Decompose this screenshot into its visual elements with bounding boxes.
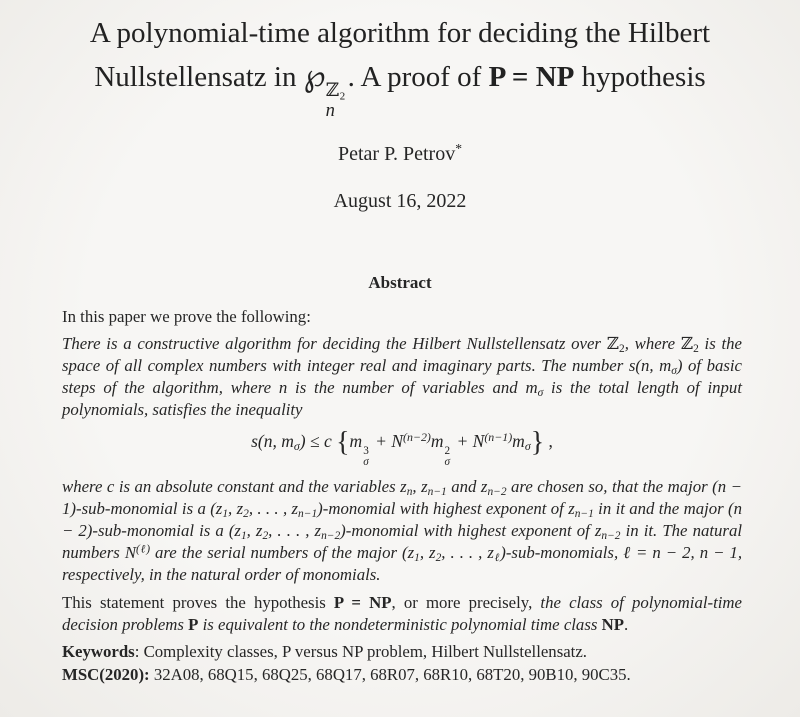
text-run: P [188, 615, 199, 634]
text-run: ) ≤ c [299, 431, 337, 452]
text-run: − 2, [660, 543, 700, 562]
text-run: 2 [693, 343, 699, 356]
text-run: σ [293, 439, 300, 454]
text-run: n−1 [574, 507, 594, 520]
text-run: z [407, 543, 415, 562]
text-run: m [430, 431, 444, 452]
text-run: where [62, 477, 107, 496]
paper-title [38, 13, 762, 120]
text-run: n [699, 543, 709, 562]
text-run: , . . . , [268, 521, 315, 540]
text-run: is the total length of input polynomials, satisfies the inequality [62, 378, 742, 420]
text-run: n−1 [427, 485, 447, 498]
text-run: )-sub-monomials, [500, 543, 624, 562]
text-run: − 1, respectively, in the natural order of monomials. [62, 543, 743, 584]
supsub-stack: 2 σ [444, 444, 451, 469]
text-run: and [446, 477, 481, 496]
text-run: , or more precisely, [391, 593, 541, 612]
text-run: , [228, 499, 237, 518]
text-run: the class of polynomial-time decision problems [62, 593, 742, 634]
text-run: N [124, 543, 137, 562]
text-run: Nullstellensatz in [94, 61, 304, 94]
text-run: ℤ [606, 334, 619, 354]
text-run: ℓ [623, 543, 631, 562]
text-run: ℓ [493, 551, 501, 564]
text-run: s(n, m [251, 431, 294, 452]
text-run: z [314, 521, 322, 540]
text-run: is equivalent to the nondeterministic polynomial time class [198, 615, 602, 634]
abstract-intro: In this paper we prove the following: [62, 307, 311, 327]
author-name [0, 143, 800, 166]
text-run: , [544, 431, 553, 452]
text-run: z [594, 521, 602, 540]
text-run: z [400, 477, 407, 496]
text-run: (n−1) [484, 430, 513, 445]
text-run: , [246, 521, 256, 540]
text-run: z [215, 499, 223, 518]
text-run: 2 [435, 551, 442, 564]
text-run: 1 [222, 507, 229, 520]
text-run: , [412, 477, 422, 496]
text-run: Petar P. Petrov [337, 143, 456, 166]
text-run: This statement proves the hypothesis [62, 593, 334, 612]
text-run: z [255, 521, 263, 540]
abstract-claim-continued [62, 476, 742, 586]
text-run: − 2)-sub-monomial is a ( [62, 521, 235, 540]
text-run: z [487, 543, 494, 562]
text-run: σ [537, 387, 544, 400]
text-run: n [278, 378, 288, 398]
text-run: * [455, 141, 462, 157]
text-run: + N [370, 431, 404, 452]
abstract-body [62, 306, 742, 686]
text-run: 1 [240, 529, 247, 542]
text-run: ℘ [303, 58, 325, 94]
text-run: = [631, 543, 653, 562]
text-run: c [106, 477, 115, 496]
text-run: , . . . , [248, 499, 292, 518]
text-run: are the serial numbers of the major ( [150, 543, 408, 562]
text-run: + N [452, 431, 485, 452]
text-run: is the space of all complex numbers with integer real and imaginary parts. The number [62, 334, 742, 376]
text-run: are chosen so, that the major ( [506, 477, 718, 496]
text-run: n [717, 477, 727, 496]
text-run: )-monomial with highest exponent of [317, 499, 569, 518]
text-run: n−1 [298, 507, 318, 520]
inequality-equation [62, 427, 742, 469]
text-run: Keywords [62, 642, 135, 661]
text-run: ℤ [680, 334, 694, 354]
text-run: s(n, m [628, 356, 672, 376]
text-run: in it and the major ( [593, 499, 734, 518]
text-run: n [733, 499, 743, 518]
text-run: 2 [262, 529, 269, 542]
text-run: z [480, 477, 488, 496]
text-run: − 1)-sub-monomial is a ( [62, 477, 742, 518]
text-run: A polynomial-time algorithm for deciding the Hilbert [89, 17, 711, 49]
text-run: 2 [618, 343, 625, 356]
text-run: P = NP [333, 593, 392, 612]
text-run: There is a constructive algorithm for deciding the Hilbert Nullstellensatz over [62, 334, 607, 354]
text-run: } [530, 427, 545, 459]
text-run: z [421, 477, 428, 496]
text-run: σ [671, 365, 677, 378]
text-run: ) of basic steps of the algorithm, where [62, 356, 742, 398]
text-run: , . . . , [441, 543, 488, 562]
paper-date: August 16, 2022 [333, 190, 467, 213]
text-run: )-monomial with highest exponent of [340, 521, 595, 540]
text-run: m [512, 431, 525, 452]
text-run: , where [624, 334, 681, 354]
text-run: σ [524, 439, 531, 454]
text-run: { [336, 427, 350, 459]
msc-line [62, 664, 742, 686]
text-run: n−2 [321, 529, 341, 542]
text-run: z [291, 499, 299, 518]
text-run: 32A08, 68Q15, 68Q25, 68Q17, 68R07, 68R10, 68T20, 90B10, 90C35. [149, 665, 631, 684]
text-run: m [349, 431, 363, 452]
text-run: : Complexity classes, P versus NP problem, Hilbert Nullstellensatz. [134, 642, 587, 661]
supsub-stack: ℤ₂ n [325, 80, 346, 121]
text-run: z [236, 499, 244, 518]
text-run: z [568, 499, 575, 518]
supsub-stack: 3 σ [363, 444, 369, 469]
text-run: z [429, 543, 436, 562]
text-run: is the number of variables and [287, 378, 526, 398]
text-run: MSC(2020): [62, 665, 150, 684]
text-run: P = NP [488, 61, 575, 94]
text-run: (n−2) [403, 430, 431, 445]
text-run: m [525, 378, 538, 398]
text-run: z [234, 521, 241, 540]
conclusion-statement [62, 592, 742, 636]
text-run: is an absolute constant and the variables [114, 477, 401, 496]
abstract-claim [62, 333, 742, 421]
text-run: n−2 [487, 485, 507, 498]
text-run: (ℓ) [136, 543, 150, 556]
text-run: in it. The natural numbers [62, 521, 742, 562]
keywords-line [62, 641, 742, 663]
text-run: , [419, 543, 430, 562]
text-run: n [406, 485, 413, 498]
text-run: . [623, 615, 629, 634]
abstract-heading: Abstract [368, 273, 432, 293]
text-run: 1 [414, 551, 420, 564]
text-run: . A proof of [347, 61, 489, 94]
text-run: n [652, 543, 661, 562]
text-run: n−2 [601, 529, 621, 542]
text-run: 2 [243, 507, 249, 520]
text-run: hypothesis [574, 61, 706, 94]
text-run: NP [601, 615, 624, 634]
